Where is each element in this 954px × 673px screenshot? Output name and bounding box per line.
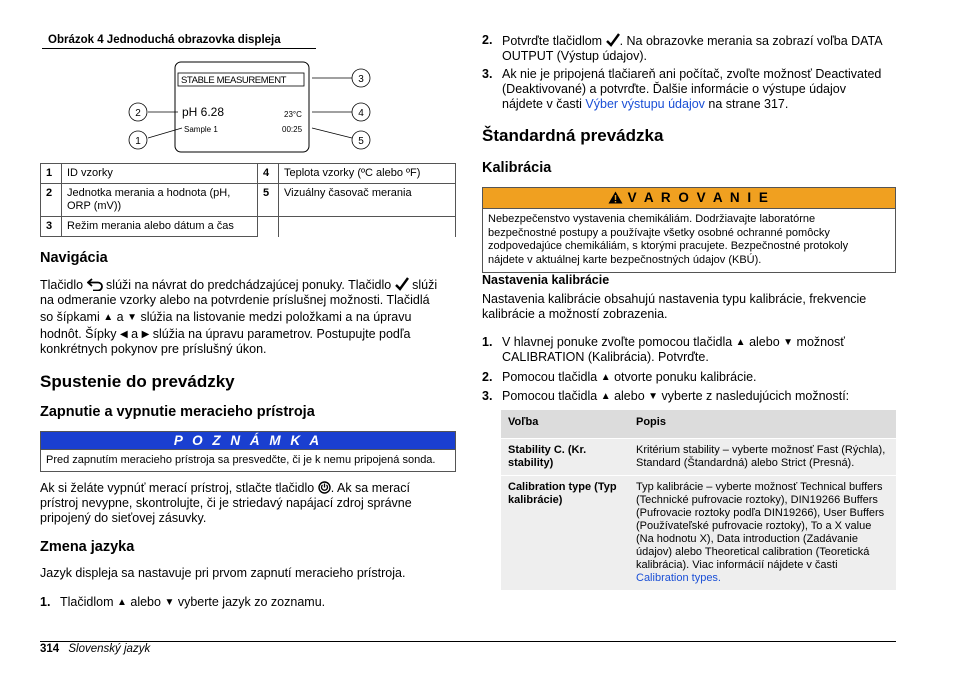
warning-triangle-icon — [608, 191, 623, 204]
nav-text: slúžia na úpravu parametrov. Postupujte podľa — [152, 327, 411, 341]
note-title: P O Z N Á M K A — [41, 432, 455, 450]
callout-5-label: 5 — [358, 136, 364, 147]
step-text — [502, 335, 902, 365]
nav-text: slúžia na listovanie medzi položkami a na úpravu — [140, 310, 412, 324]
up-arrow-icon: ▲ — [735, 337, 746, 348]
callout-1-label: 1 — [135, 136, 141, 147]
power-line: pripojený do sieťovej zásuvky. — [40, 511, 207, 525]
calibration-settings-paragraph — [482, 292, 902, 322]
option-cell — [501, 476, 629, 591]
step-text-part: V hlavnej ponuke zvoľte pomocou tlačidla — [502, 335, 733, 349]
step-line: CALIBRATION (Kalibrácia). Potvrďte. — [502, 350, 709, 364]
step-text-part: . Na obrazovke merania sa zobrazí voľba DATA — [619, 34, 883, 48]
note-text: Pred zapnutím meracieho prístroja sa presvedčte, či je k nemu pripojená sonda. — [46, 454, 436, 466]
legend-text: ID vzorky — [62, 164, 258, 184]
navigation-paragraph — [40, 277, 460, 357]
step-text — [60, 595, 325, 610]
calibration-options-table — [501, 410, 896, 591]
up-arrow-icon: ▲ — [600, 372, 611, 383]
nav-text: hodnôt. Šípky — [40, 327, 117, 341]
step-text-part: vyberte z nasledujúcich možností: — [661, 389, 850, 403]
calibration-types-link[interactable]: Calibration types. — [636, 572, 721, 584]
navigation-heading: Navigácia — [40, 250, 108, 266]
up-arrow-icon: ▲ — [600, 391, 611, 402]
footer — [40, 643, 150, 655]
down-arrow-icon: ▼ — [648, 391, 659, 402]
legend-num: 2 — [41, 184, 62, 217]
down-arrow-icon: ▼ — [127, 312, 137, 323]
option-line: stability) — [508, 457, 554, 469]
legend-row — [41, 164, 456, 184]
desc-line: (Technické pufrovacie roztoky), DIN19266 Buffers — [636, 494, 878, 506]
callout-3-label: 3 — [358, 74, 364, 85]
warning-line: nájdete v aktuálnej karte bezpečnostných údajov (KBÚ). — [488, 253, 762, 266]
step-text-part: Pomocou tlačidla — [502, 370, 598, 384]
step-number: 2. — [482, 370, 493, 384]
calibration-step-2 — [482, 370, 902, 385]
down-arrow-icon: ▼ — [164, 597, 175, 608]
back-icon — [87, 278, 103, 291]
step-line — [502, 97, 902, 112]
navigation-line — [40, 277, 460, 293]
warning-header — [483, 188, 895, 209]
table-header-row — [501, 410, 896, 439]
navigation-line: na odmeranie vzorky alebo na potvrdenie príslušnej možnosti. Tlačidlá — [40, 293, 430, 307]
figure-caption-text: Obrázok 4 Jednoduchá obrazovka displeja — [48, 34, 281, 46]
warning-box — [482, 187, 896, 273]
power-icon — [318, 481, 331, 494]
step-line: (Deaktivované) a potvrďte. Ďalšie informácie o výstupe údajov — [502, 82, 846, 96]
description-cell — [629, 476, 896, 591]
figure-legend-table — [40, 163, 456, 237]
legend-num: 3 — [41, 217, 62, 237]
option-line: kalibrácie) — [508, 494, 563, 506]
calibration-heading: Kalibrácia — [482, 160, 552, 176]
checkmark-icon — [606, 33, 620, 47]
table-row — [501, 439, 896, 476]
nav-text: a — [116, 310, 124, 324]
warning-line: bezpečnostné postupy a používajte všetky osobné ochranné pomôcky — [488, 226, 830, 239]
note-box — [40, 431, 456, 472]
power-paragraph — [40, 481, 460, 526]
power-heading: Zapnutie a vypnutie meracieho prístroja — [40, 404, 315, 420]
step-text — [502, 370, 757, 385]
language-step-1 — [40, 595, 460, 610]
step-text-part: alebo — [749, 335, 780, 349]
language-paragraph: Jazyk displeja sa nastavuje pri prvom zapnutí meracieho prístroja. — [40, 566, 406, 580]
nav-text: a — [131, 327, 139, 341]
table-header-option: Voľba — [501, 410, 629, 439]
step-text-part: vyberte jazyk zo zoznamu. — [177, 595, 326, 609]
step-line — [502, 33, 902, 49]
warning-title: V A R O V A N I E — [627, 190, 770, 205]
desc-line: údajov) alebo Theoretical calibration (Teoretická — [636, 546, 870, 558]
calibration-step-3 — [482, 389, 902, 404]
desc-line: (Na hodnotu X), Data introduction (Zadávanie — [636, 533, 858, 545]
left-arrow-icon: ◀ — [119, 329, 128, 340]
legend-text: Jednotka merania a hodnota (pH, ORP (mV)) — [62, 184, 258, 217]
step-line: OUTPUT (Výstup údajov). — [502, 49, 647, 63]
step-text-part: nájdete v časti — [502, 97, 582, 111]
legend-num: 4 — [258, 164, 279, 184]
up-arrow-icon: ▲ — [116, 597, 127, 608]
settings-line: Nastavenia kalibrácie obsahujú nastavenia typu kalibrácie, frekvencie — [482, 292, 867, 306]
power-text: Ak si želáte vypnúť merací prístroj, stlačte tlačidlo — [40, 481, 315, 495]
step-text-part: Pomocou tlačidla — [502, 389, 598, 403]
settings-line: kalibrácie a možností zobrazenia. — [482, 307, 668, 321]
callout-2-label: 2 — [135, 108, 141, 119]
navigation-line — [40, 310, 460, 325]
footer-language: Slovenský jazyk — [68, 643, 151, 655]
warning-line: zodpovedajúce chemikáliám, s ktorými pracujete. Bezpečnostné protokoly — [488, 240, 849, 252]
table-row — [501, 476, 896, 591]
power-line: prístroj nevypne, skontrolujte, či je striedavý napájací zdroj správne — [40, 496, 412, 510]
step-line — [502, 335, 902, 350]
step-text-part: alebo — [130, 595, 161, 609]
step-text — [502, 389, 849, 404]
step-text-part: otvorte ponuku kalibrácie. — [614, 370, 757, 384]
legend-text: Režim merania alebo dátum a čas — [62, 217, 258, 237]
calibration-settings-heading: Nastavenia kalibrácie — [482, 273, 610, 287]
data-output-link[interactable]: Výber výstupu údajov — [585, 97, 705, 111]
legend-num — [258, 217, 279, 237]
language-heading: Zmena jazyka — [40, 539, 135, 555]
step-number: 2. — [482, 33, 493, 47]
legend-text: Vizuálny časovač merania — [279, 184, 456, 217]
output-step-3 — [482, 67, 902, 111]
power-line — [40, 481, 460, 496]
display-illustration — [120, 60, 380, 160]
down-arrow-icon: ▼ — [783, 337, 794, 348]
page-number: 314 — [40, 643, 60, 655]
step-text-part: Tlačidlom — [60, 595, 114, 609]
screen-title: STABLE MEASUREMENT — [181, 75, 287, 86]
nav-text: so šípkami — [40, 310, 100, 324]
callout-4-label: 4 — [358, 108, 364, 119]
footer-rule — [40, 641, 896, 642]
legend-num: 5 — [258, 184, 279, 217]
figure-caption — [42, 34, 316, 49]
navigation-line — [40, 327, 460, 342]
step-text — [502, 67, 902, 112]
right-arrow-icon: ▶ — [141, 329, 150, 340]
sample-id: Sample 1 — [184, 125, 218, 134]
option-line: Calibration type (Typ — [508, 481, 617, 493]
option-cell — [501, 439, 629, 476]
desc-line: (Používateľské pufrovacie roztoky), To a X value — [636, 520, 872, 532]
output-step-2 — [482, 33, 902, 63]
step-number: 1. — [40, 595, 51, 609]
step-text-part: alebo — [614, 389, 645, 403]
up-arrow-icon: ▲ — [103, 312, 114, 323]
warning-line: Nebezpečenstvo vystavenia chemikáliám. Dodržiavajte laboratórne — [488, 213, 816, 225]
startup-heading: Spustenie do prevádzky — [40, 372, 235, 391]
desc-line: (Pufrovacie roztoky podľa DIN19266), User Buffers — [636, 507, 885, 519]
timer-value: 00:25 — [282, 125, 303, 134]
desc-line: kalibrácia). Viac informácií nájdete v časti — [636, 559, 838, 571]
legend-text — [279, 217, 456, 237]
option-line: Stability C. (Kr. — [508, 444, 587, 456]
table-header-description: Popis — [629, 410, 896, 439]
desc-line: Kritérium stability – vyberte možnosť Fast (Rýchla), — [636, 444, 886, 456]
temp-value: 23°C — [284, 110, 302, 119]
step-number: 3. — [482, 389, 493, 403]
standard-operation-heading: Štandardná prevádzka — [482, 126, 664, 145]
step-number: 3. — [482, 67, 493, 81]
desc-line: Standard (Štandardná) alebo Strict (Presná). — [636, 457, 855, 469]
step-text-part: Potvrďte tlačidlom — [502, 34, 603, 48]
step-text-part: na strane 317. — [708, 97, 789, 111]
step-line: Ak nie je pripojená tlačiareň ani počítač, zvoľte možnosť Deactivated — [502, 67, 882, 81]
step-text-part: možnosť — [796, 335, 845, 349]
nav-text: slúži — [412, 278, 438, 292]
legend-num: 1 — [41, 164, 62, 184]
legend-text: Teplota vzorky (ºC alebo ºF) — [279, 164, 456, 184]
legend-row — [41, 217, 456, 237]
description-cell — [629, 439, 896, 476]
power-text: . Ak sa merací — [330, 481, 410, 495]
nav-text: slúži na návrat do predchádzajúcej ponuky. Tlačidlo — [106, 278, 392, 292]
desc-line: Typ kalibrácie – vyberte možnosť Technical buffers — [636, 481, 883, 493]
step-number: 1. — [482, 335, 493, 349]
step-text — [502, 33, 902, 64]
checkmark-icon — [395, 277, 409, 291]
calibration-step-1 — [482, 335, 902, 364]
legend-row — [41, 184, 456, 217]
navigation-line: konkrétnych pokynov pre príslušný úkon. — [40, 342, 267, 356]
warning-text — [483, 209, 895, 272]
nav-text: Tlačidlo — [40, 278, 84, 292]
ph-value: pH 6.28 — [182, 105, 225, 119]
